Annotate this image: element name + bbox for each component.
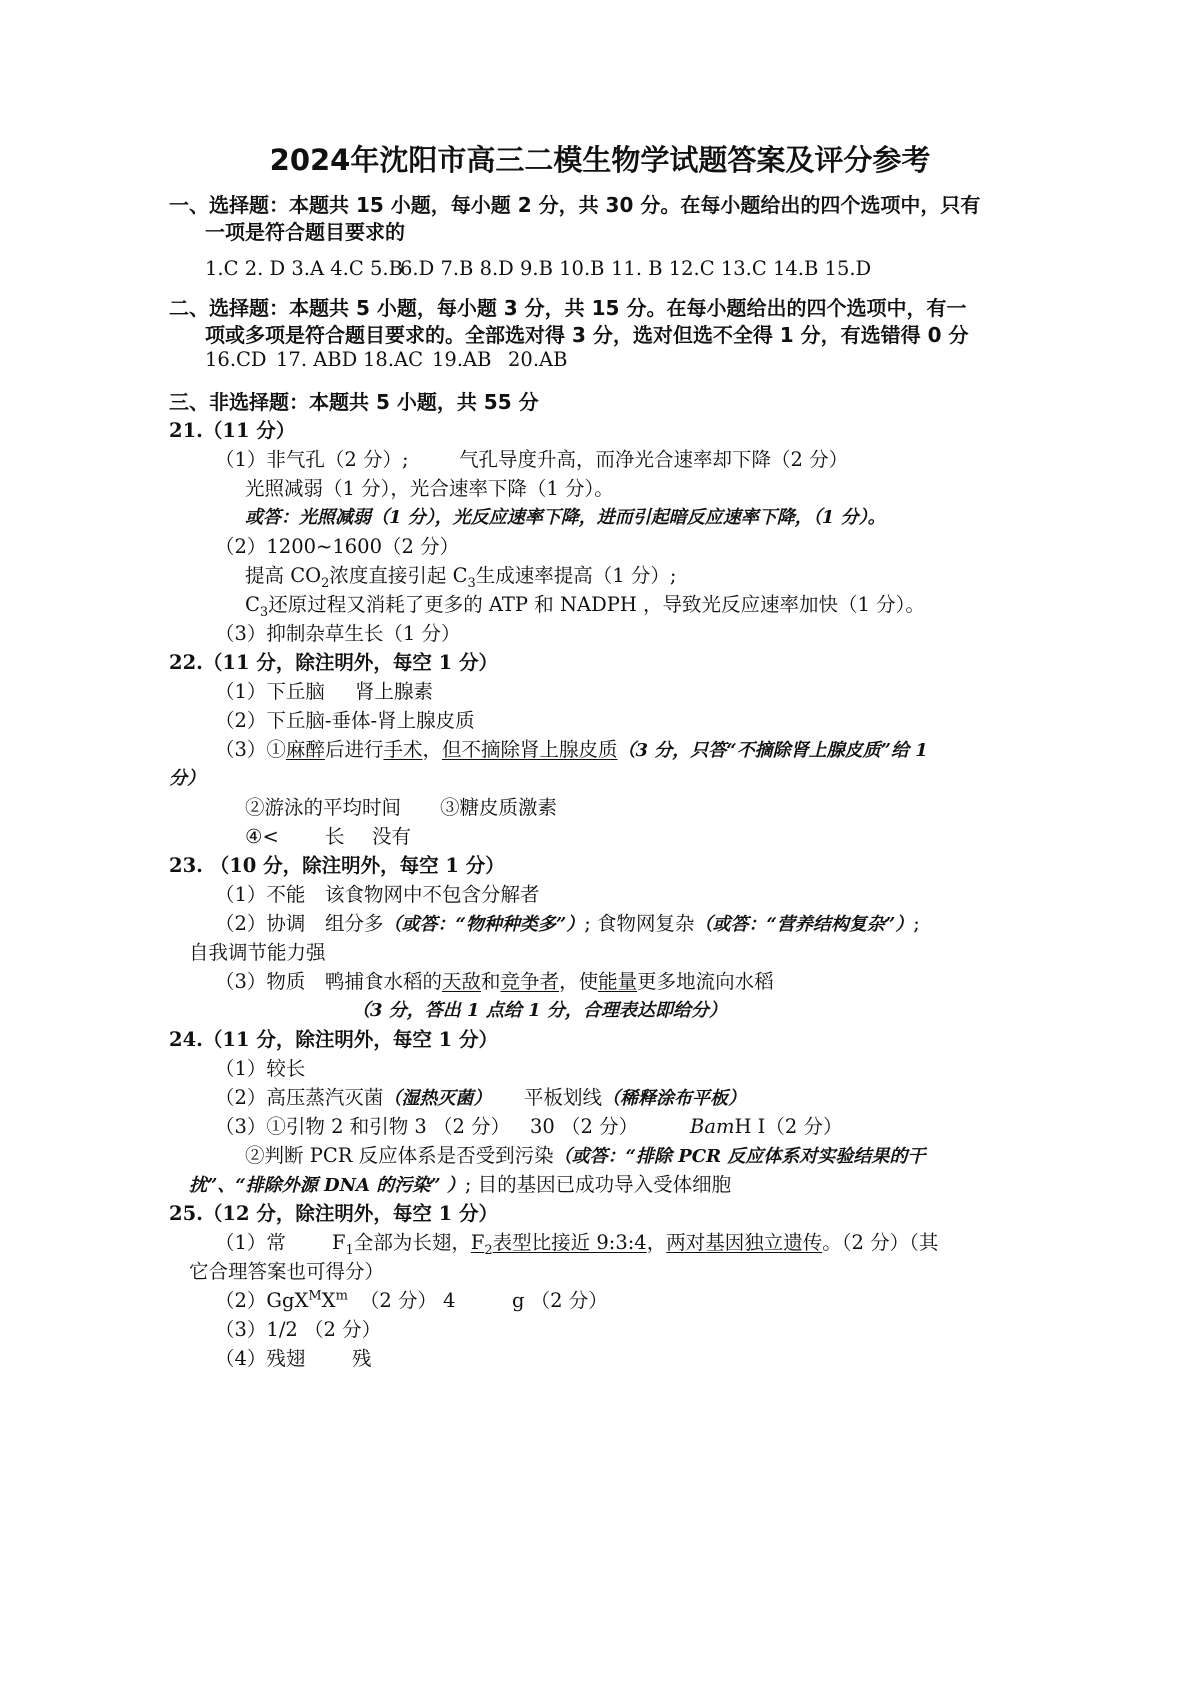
q22-p2: （2）下丘脑-垂体-肾上腺皮质 (215, 709, 475, 732)
q22-p1-a: （1）下丘脑 (215, 680, 325, 703)
q23-p3-note: （3 分，答出 1 点给 1 分，合理表达即给分） (352, 1000, 727, 1021)
q25-p3: （3）1/2 （2 分） (215, 1318, 382, 1341)
q23-p2-b: 组分多 (325, 912, 384, 935)
q25-p2-c: g （2 分） (512, 1289, 608, 1312)
q25-p1-underline-2: 两对基因独立遗传 (666, 1231, 823, 1254)
q21-p2-b (245, 562, 676, 590)
q22-p3-mid: 后进行 (324, 738, 384, 761)
section1-answers-1-5: 1.C 2. D 3.A 4.C 5.B (205, 257, 403, 280)
q25-p4-b: 残 (352, 1347, 372, 1370)
q24-header: 24.（11 分，除注明外，每空 1 分） (169, 1028, 498, 1051)
q25-p4-a: （4）残翅 (215, 1347, 306, 1370)
q25-p2-a3: （2 分） (359, 1289, 437, 1312)
q22-p3-d: ②游泳的平均时间 (245, 796, 402, 819)
q24-p2-b-line (524, 1084, 746, 1113)
q25-p1-c: ， (646, 1231, 667, 1254)
q21-p2-b-sub2: 3 (467, 575, 476, 591)
q23-p1-a: （1）不能 (215, 883, 306, 906)
q25-p1-u1a: F (470, 1231, 485, 1254)
q22-p3-note: （3 分，只答“不摘除肾上腺皮质”给 1 (617, 740, 928, 761)
section1-heading-line2: 一项是符合题目要求的 (205, 220, 405, 244)
q25-p1-b2: 全部为长翅， (353, 1231, 471, 1254)
q21-header: 21.（11 分） (169, 419, 296, 442)
q21-p1-b: 气孔导度升高，而净光合速率却下降（2 分） (459, 448, 849, 471)
q24-p3-e-line (189, 1171, 731, 1200)
section1-heading-line1: 一、选择题：本题共 15 小题，每小题 2 分，共 30 分。在每小题给出的四个选项中，只有 (169, 193, 981, 217)
q21-p2-b-text2: 浓度直接引起 C (329, 564, 468, 587)
q23-p3-underline-2: 竞争者 (500, 970, 560, 993)
q23-header: 23. （10 分，除注明外，每空 1 分） (169, 854, 505, 877)
q23-p3-e: 更多地流向水稻 (637, 970, 774, 993)
q22-p3-prefix: （3）① (215, 738, 286, 761)
q21-p2-c-text2: 还原过程又消耗了更多的 ATP 和 NADPH ，导致光反应速率加快（1 分）。 (268, 593, 925, 616)
q24-p1: （1）较长 (215, 1057, 306, 1080)
q24-p3-c: H I（2 分） (734, 1115, 843, 1138)
q24-p2-note1: （湿热灭菌） (383, 1088, 492, 1109)
q21-p2-c (245, 591, 925, 619)
q24-p2-b: 平板划线 (524, 1086, 603, 1109)
q23-p3-a: （3）物质 (215, 970, 306, 993)
q25-p1-d: 。（2 分）（其 (822, 1231, 939, 1254)
q22-p3-underline-1: 麻醉 (285, 738, 325, 761)
q21-p1-c: 光照减弱（1 分），光合速率下降（1 分）。 (245, 477, 614, 500)
q25-p1-u1-sub: 2 (484, 1242, 493, 1258)
q24-p3-b: 30 （2 分） (530, 1115, 639, 1138)
q25-p1-rest (332, 1229, 938, 1257)
q23-p3-b: 鸭捕食水稻的 (325, 970, 443, 993)
section2-answer-16: 16.CD (205, 348, 267, 371)
q24-p3-note2: 扰”、“排除外源 DNA 的污染” ） (189, 1175, 465, 1196)
q23-p3-c: 和 (481, 970, 501, 993)
q22-header: 22.（11 分，除注明外，每空 1 分） (169, 651, 498, 674)
q22-p3-comma: ， (422, 738, 442, 761)
q25-p2-b: 4 (443, 1289, 456, 1312)
q25-p2-a1: （2）GgX (215, 1289, 309, 1312)
q23-p3-d: ，使 (559, 970, 599, 993)
q21-p2-a: （2）1200~1600（2 分） (215, 535, 460, 558)
q23-p2-rest (325, 910, 920, 939)
q25-p2-sup2: m (335, 1288, 348, 1304)
q25-header: 25.（12 分，除注明外，每空 1 分） (169, 1202, 498, 1225)
q24-p3-c-italic: Bam (690, 1115, 735, 1138)
q24-p2-note2: （稀释涂布平板） (602, 1088, 747, 1109)
q22-p3-e: ③糖皮质激素 (440, 796, 558, 819)
q22-p3-f: ④< (245, 825, 279, 848)
q24-p3-e: ; 目的基因已成功导入受体细胞 (464, 1173, 732, 1196)
q24-p3-note: （或答：“排除 PCR 反应体系对实验结果的干 (553, 1146, 926, 1167)
q25-p1-u1b: 表型比接近 9:3:4 (492, 1231, 647, 1254)
q23-p1-b: 该食物网中不包含分解者 (325, 883, 540, 906)
q25-p2-sup1: M (308, 1288, 322, 1304)
q21-p2-b-text1: 提高 CO (245, 564, 322, 587)
q22-p3 (215, 736, 928, 765)
q22-p3-underline-3: 但不摘除肾上腺皮质 (441, 738, 618, 761)
section2-heading-line1: 二、选择题：本题共 5 小题，每小题 3 分，共 15 分。在每小题给出的四个选项中，有一 (169, 296, 967, 320)
q23-p3-underline-3: 能量 (598, 970, 638, 993)
q25-p1-e: 它合理答案也可得分） (189, 1260, 385, 1283)
q25-p1-b1: F (332, 1231, 346, 1254)
q23-p2-note2: （或答：“营养结构复杂”） (694, 914, 914, 935)
section1-answers-6-10: 6.D 7.B 8.D 9.B 10.B (400, 257, 605, 280)
q21-p2-c-text1: C (245, 593, 260, 616)
q25-p1-b-sub1: 1 (345, 1242, 354, 1258)
section2-answer-20: 20.AB (508, 348, 568, 371)
q22-p1-b: 肾上腺素 (355, 680, 434, 703)
q25-p2-a2: X (321, 1289, 336, 1312)
q22-p3-underline-2: 手术 (383, 738, 423, 761)
page-title: 2024年沈阳市高三二模生物学试题答案及评分参考 (269, 143, 931, 177)
q23-p2-c: ; 食物网复杂 (584, 912, 695, 935)
section2-answer-18: 18.AC (363, 348, 424, 371)
section2-heading-line2: 项或多项是符合题目要求的。全部选对得 3 分，选对但选不全得 1 分，有选错得 0 分 (205, 323, 969, 347)
section2-answer-17: 17. ABD (276, 348, 358, 371)
q22-p3-g: 长 (325, 825, 345, 848)
q24-p3-d: ②判断 PCR 反应体系是否受到污染 (245, 1144, 554, 1167)
q22-p3-h: 没有 (372, 825, 412, 848)
q21-p2-c-sub: 3 (259, 604, 269, 620)
q23-p2-note1: （或答：“物种种类多”） (383, 914, 585, 935)
q23-p3-rest (325, 968, 774, 996)
q24-p3-a: （3）①引物 2 和引物 3 （2 分） (215, 1115, 511, 1138)
q21-p1-a: （1）非气孔（2 分）; (215, 448, 409, 471)
q24-p2-a-line (215, 1084, 491, 1113)
q23-p2-e: 自我调节能力强 (189, 941, 326, 964)
section2-answer-19: 19.AB (432, 348, 492, 371)
q21-p1-alt: 或答：光照减弱（1 分），光反应速率下降，进而引起暗反应速率下降，（1 分）。 (245, 507, 886, 528)
q24-p3-c-line (690, 1113, 842, 1141)
q23-p2-a: （2）协调 (215, 912, 306, 935)
q24-p2-a: （2）高压蒸汽灭菌 (215, 1086, 384, 1109)
q25-p2-a-line (215, 1287, 437, 1315)
q23-p3-underline-1: 天敌 (442, 970, 482, 993)
q24-p3-d-line (245, 1142, 925, 1171)
section1-answers-11-15: 11. B 12.C 13.C 14.B 15.D (611, 257, 872, 280)
q25-p1-a: （1）常 (215, 1231, 286, 1254)
section3-heading: 三、非选择题：本题共 5 小题，共 55 分 (169, 390, 539, 414)
q21-p2-b-sub1: 2 (321, 575, 330, 591)
q23-p2-d: ; (913, 912, 920, 935)
q21-p2-b-text3: 生成速率提高（1 分）; (475, 564, 677, 587)
q21-p3: （3）抑制杂草生长（1 分） (215, 622, 461, 645)
q25-p1-underline-1 (470, 1231, 647, 1258)
q22-p3-note-continued: 分） (169, 768, 205, 789)
